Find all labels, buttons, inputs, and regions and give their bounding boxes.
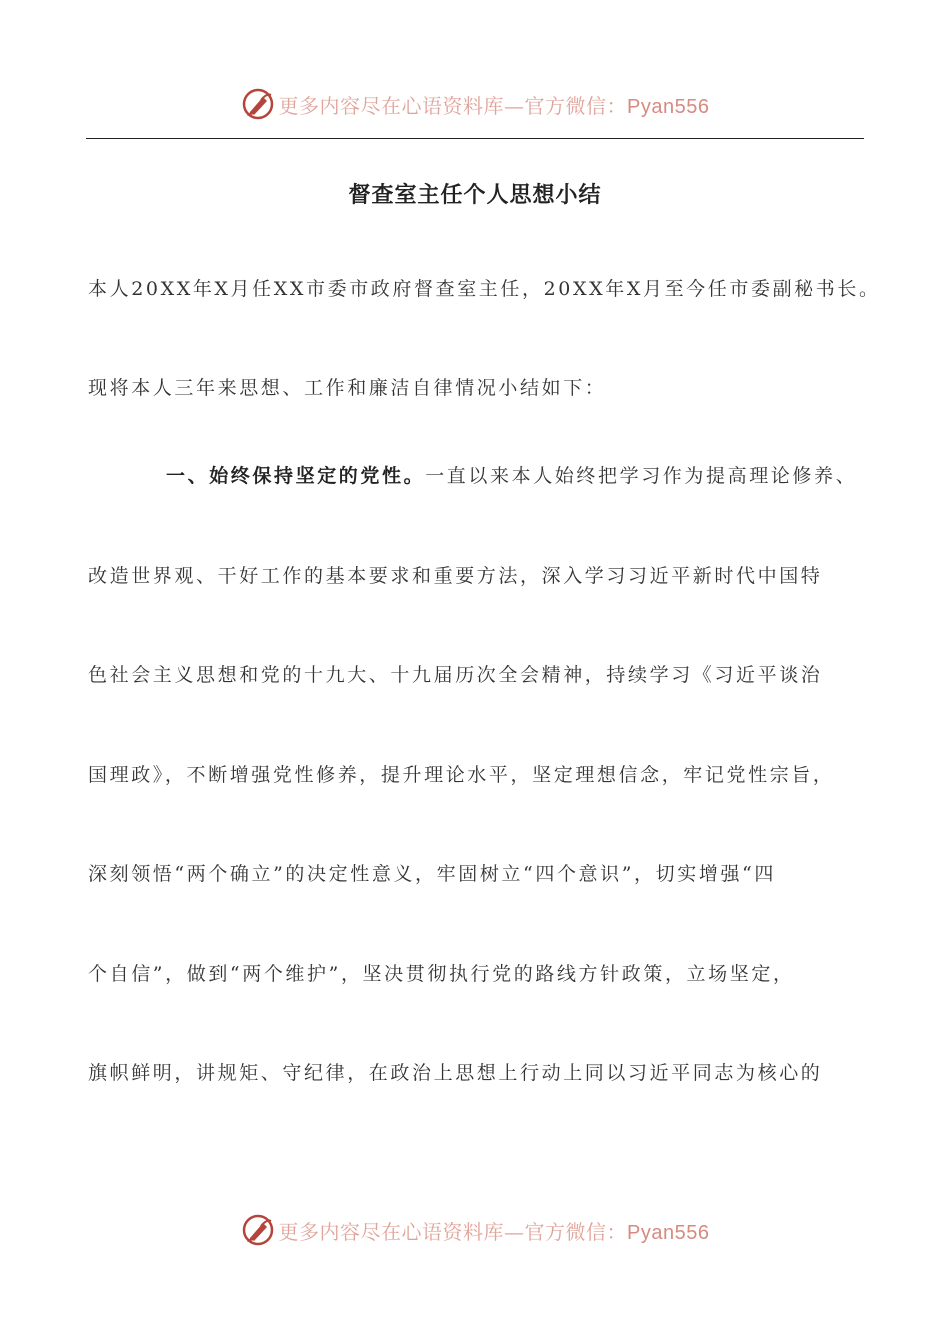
footer-banner <box>0 1210 950 1250</box>
body-line-6: 国理政》，不断增强党性修养，提升理论水平，坚定理想信念，牢记党性宗旨， <box>88 764 835 786</box>
document-title: 督查室主任个人思想小结 <box>348 182 602 208</box>
section-1-heading: 一、始终保持坚定的党性。 <box>166 465 426 487</box>
header-banner-text: 更多内容尽在心语资料库—官方微信：Pyan556 <box>278 93 710 118</box>
header-banner <box>0 84 950 124</box>
body-line-7: 深刻领悟“两个确立”的决定性意义，牢固树立“四个意识”，切实增强“四 <box>88 863 776 885</box>
footer-banner-text: 更多内容尽在心语资料库—官方微信：Pyan556 <box>278 1219 710 1244</box>
pen-nib-logo-icon <box>241 1213 275 1247</box>
header-wechat-id: Pyan556 <box>627 95 710 118</box>
body-line-1: 本人20XX年X月任XX市委市政府督查室主任，20XX年X月至今任市委副秘书长。 <box>88 278 881 300</box>
footer-wechat-id: Pyan556 <box>627 1221 710 1244</box>
pen-nib-logo-icon <box>241 87 275 121</box>
section-1-text: 一直以来本人始终把学习作为提高理论修养、 <box>425 465 858 487</box>
body-line-9: 旗帜鲜明，讲规矩、守纪律，在政治上思想上行动上同以习近平同志为核心的 <box>88 1062 823 1084</box>
body-line-8: 个自信”，做到“两个维护”，坚决贯彻执行党的路线方针政策，立场坚定， <box>88 963 795 985</box>
body-line-4: 改造世界观、干好工作的基本要求和重要方法，深入学习习近平新时代中国特 <box>88 565 823 587</box>
body-line-5: 色社会主义思想和党的十九大、十九届历次全会精神，持续学习《习近平谈治 <box>88 664 823 686</box>
body-line-2: 现将本人三年来思想、工作和廉洁自律情况小结如下： <box>88 377 607 399</box>
section-1-line <box>166 461 878 488</box>
header-divider <box>86 138 864 139</box>
